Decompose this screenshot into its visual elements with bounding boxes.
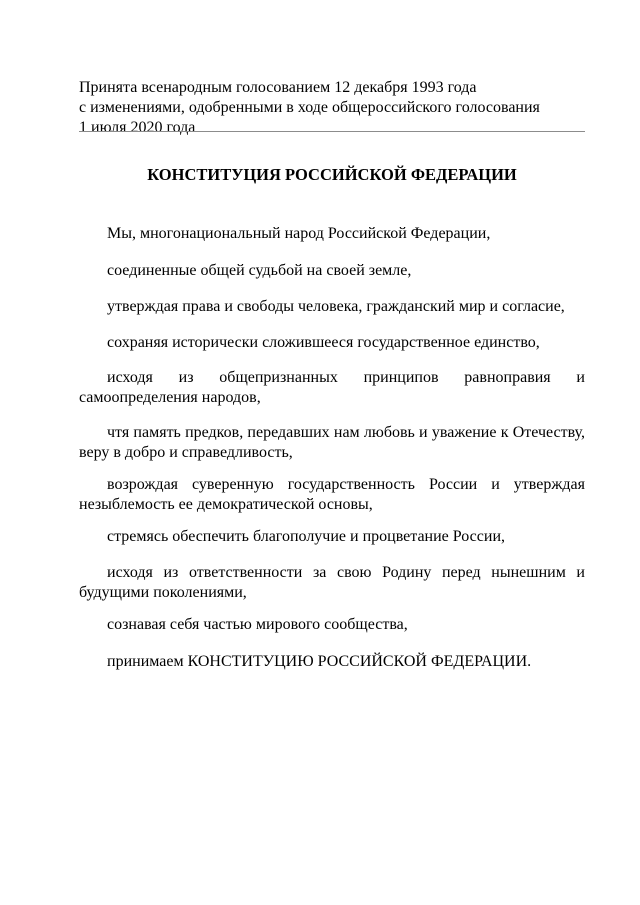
preamble-paragraph: принимаем КОНСТИТУЦИЮ РОССИЙСКОЙ ФЕДЕРАЦИИ. xyxy=(107,653,532,670)
adoption-note xyxy=(79,78,585,138)
preamble-paragraph: соединенные общей судьбой на своей земле, xyxy=(107,262,412,279)
preamble-paragraph: сознавая себя частью мирового сообщества, xyxy=(107,616,408,633)
preamble-paragraph: стремясь обеспечить благополучие и процветание России, xyxy=(107,528,505,545)
adoption-note-line: с изменениями, одобренными в ходе общероссийского голосования xyxy=(79,99,540,116)
preamble-paragraph: утверждая права и свободы человека, гражданский мир и согласие, xyxy=(107,298,565,315)
preamble-paragraph: Мы, многонациональный народ Российской Федерации, xyxy=(107,225,491,242)
preamble-paragraph: возрождая суверенную государственность России и утверждая незыблемость ее демократической основы, xyxy=(79,476,585,513)
preamble-paragraph: чтя память предков, передавших нам любовь и уважение к Отечеству, веру в добро и справедливость, xyxy=(79,424,585,461)
preamble-paragraph: исходя из ответственности за свою Родину перед нынешним и будущими поколениями, xyxy=(79,564,585,601)
header-divider xyxy=(79,131,585,132)
adoption-note-line: 1 июля 2020 года xyxy=(79,119,196,136)
preamble-paragraph: исходя из общепризнанных принципов равноправия и самоопределения народов, xyxy=(79,369,585,406)
adoption-note-line: Принята всенародным голосованием 12 декабря 1993 года xyxy=(79,79,477,96)
document-title: КОНСТИТУЦИЯ РОССИЙСКОЙ ФЕДЕРАЦИИ xyxy=(147,165,517,184)
preamble-paragraph: сохраняя исторически сложившееся государственное единство, xyxy=(107,334,540,351)
